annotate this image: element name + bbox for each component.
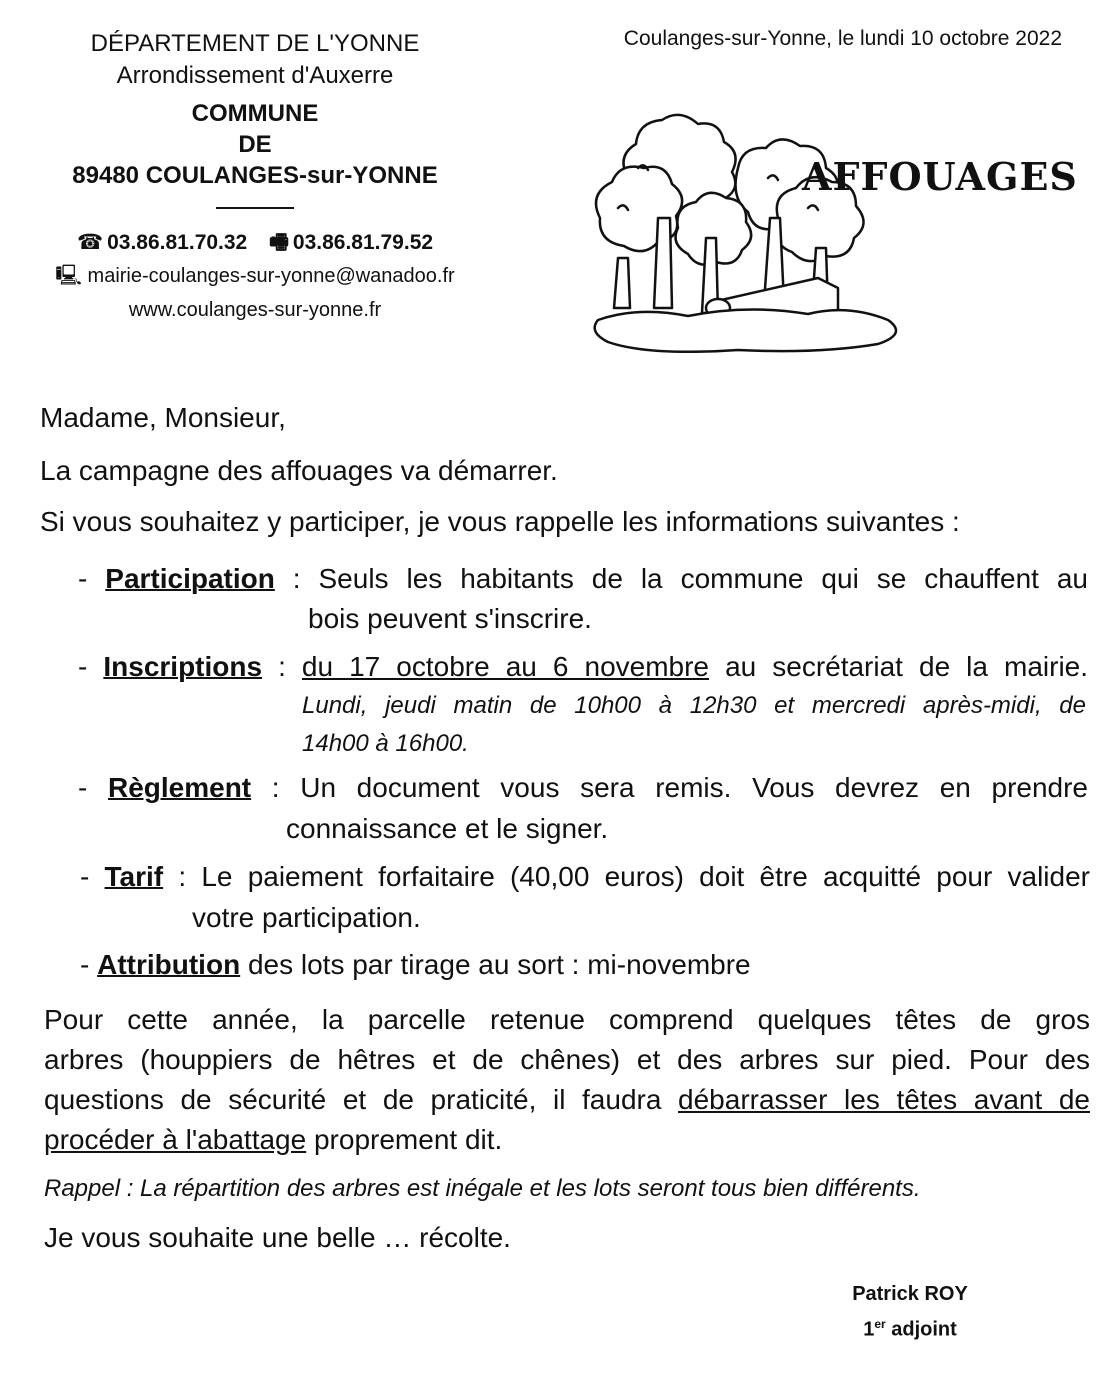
tarif-first-line: - Tarif : Le paiement forfaitaire (40,00 euros) doit être acquitté pour valider (80, 861, 1090, 892)
tarif-text-1: Le paiement forfaitaire (40,00 euros) doit être acquitté pour valider (201, 861, 1090, 892)
paragraph-line-3 (44, 1084, 1090, 1116)
item-attribution: - Attribution des lots par tirage au sort : mi-novembre (80, 949, 751, 980)
fax-number: 03.86.81.79.52 (292, 231, 434, 254)
municipality-header (40, 28, 470, 327)
tarif-label: Tarif (104, 861, 164, 892)
header-divider (216, 207, 294, 209)
contact-phones (40, 227, 470, 259)
para-text-3a: questions de sécurité et de praticité, il faudra (44, 1084, 662, 1115)
signatory-role-line (820, 1309, 1000, 1345)
para-text-4a: procéder à l'abattage (44, 1124, 307, 1155)
lead-line: Si vous souhaitez y participer, je vous rappelle les informations suivantes : (40, 506, 960, 537)
participation-text-1: Seuls les habitants de la commune qui se chauffent au (318, 563, 1088, 594)
attribution-text: des lots par tirage au sort : mi-novembre (247, 949, 751, 980)
phone-number: 03.86.81.70.32 (107, 231, 248, 254)
inscriptions-place: au secrétariat de la mairie. (725, 651, 1089, 682)
email-address[interactable]: mairie-coulanges-sur-yonne@wanadoo.fr (87, 265, 455, 287)
signature-block (820, 1279, 1000, 1345)
website-url[interactable]: www.coulanges-sur-yonne.fr (128, 299, 382, 321)
fax-icon: 🖷 (269, 231, 289, 254)
para-text-4b: proprement dit. (313, 1124, 503, 1155)
email-line (40, 259, 470, 293)
inscriptions-hours-2: 14h00 à 16h00. (302, 730, 469, 757)
reglement-first-line: - Règlement : Un document vous sera remis. Vous devrez en prendre (78, 772, 1089, 803)
para-text-3b: débarrasser les têtes avant de (678, 1084, 1090, 1115)
closing-line: Je vous souhaite une belle … récolte. (44, 1222, 511, 1253)
role-ordinal-suffix: er (874, 1317, 886, 1331)
participation-label: Participation (105, 563, 275, 594)
inscriptions-hours-1 (302, 692, 1086, 720)
reglement-text-1: Un document vous sera remis. Vous devrez en prendre (300, 772, 1089, 803)
rappel-note: Rappel : La répartition des arbres est inégale et les lots seront tous bien différents. (44, 1175, 921, 1202)
participation-text-2: bois peuvent s'inscrire. (308, 603, 592, 634)
affouages-logo (588, 108, 1078, 353)
commune-line-2: DE (238, 131, 272, 158)
reglement-text-2: connaissance et le signer. (286, 813, 609, 844)
forest-illustration (588, 108, 1068, 353)
phone-icon: ☎ (76, 231, 104, 254)
attribution-label: Attribution (97, 949, 241, 980)
logo-title: AFFOUAGES (802, 154, 1078, 199)
inscriptions-label: Inscriptions (103, 651, 263, 682)
salutation: Madame, Monsieur, (40, 402, 286, 433)
inscriptions-first-line: - Inscriptions : du 17 octobre au 6 novembre au secrétariat de la mairie. (78, 651, 1089, 682)
signatory-name: Patrick ROY (852, 1283, 968, 1305)
fax-entry (269, 231, 433, 254)
paragraph-line-1 (44, 1004, 1090, 1036)
arrondissement-name: Arrondissement d'Auxerre (116, 62, 394, 89)
participation-first-line: - Participation : Seuls les habitants de la commune qui se chauffent au (78, 563, 1088, 594)
department-name: DÉPARTEMENT DE L'YONNE (90, 30, 420, 57)
signatory-role: adjoint (891, 1318, 957, 1341)
tarif-text-2: votre participation. (192, 902, 421, 933)
computer-icon: 🖳 (55, 265, 88, 287)
letter-date: Coulanges-sur-Yonne, le lundi 10 octobre 2022 (623, 27, 1062, 50)
intro-line: La campagne des affouages va démarrer. (40, 455, 558, 486)
role-ordinal: 1 (863, 1318, 875, 1341)
item-participation (78, 563, 1088, 595)
item-tarif (80, 861, 1090, 893)
item-inscriptions (78, 651, 1088, 683)
para-text-1: Pour cette année, la parcelle retenue comprend quelques têtes de gros (44, 1004, 1090, 1035)
para-text-2: arbres (houppiers de hêtres et de chênes) et des arbres sur pied. Pour des (44, 1044, 1090, 1075)
reglement-label: Règlement (107, 772, 252, 803)
commune-line-3: 89480 COULANGES-sur-YONNE (72, 162, 438, 189)
paragraph-line-2 (44, 1044, 1090, 1076)
commune-line-1: COMMUNE (191, 100, 319, 127)
para-text-3 (44, 1084, 1090, 1116)
phone-entry (77, 231, 247, 254)
item-reglement (78, 772, 1088, 804)
inscriptions-dates: du 17 octobre au 6 novembre (301, 651, 710, 682)
hours-line-1: Lundi, jeudi matin de 10h00 à 12h30 et mercredi après-midi, de (302, 692, 1086, 719)
paragraph-line-4 (44, 1124, 502, 1156)
